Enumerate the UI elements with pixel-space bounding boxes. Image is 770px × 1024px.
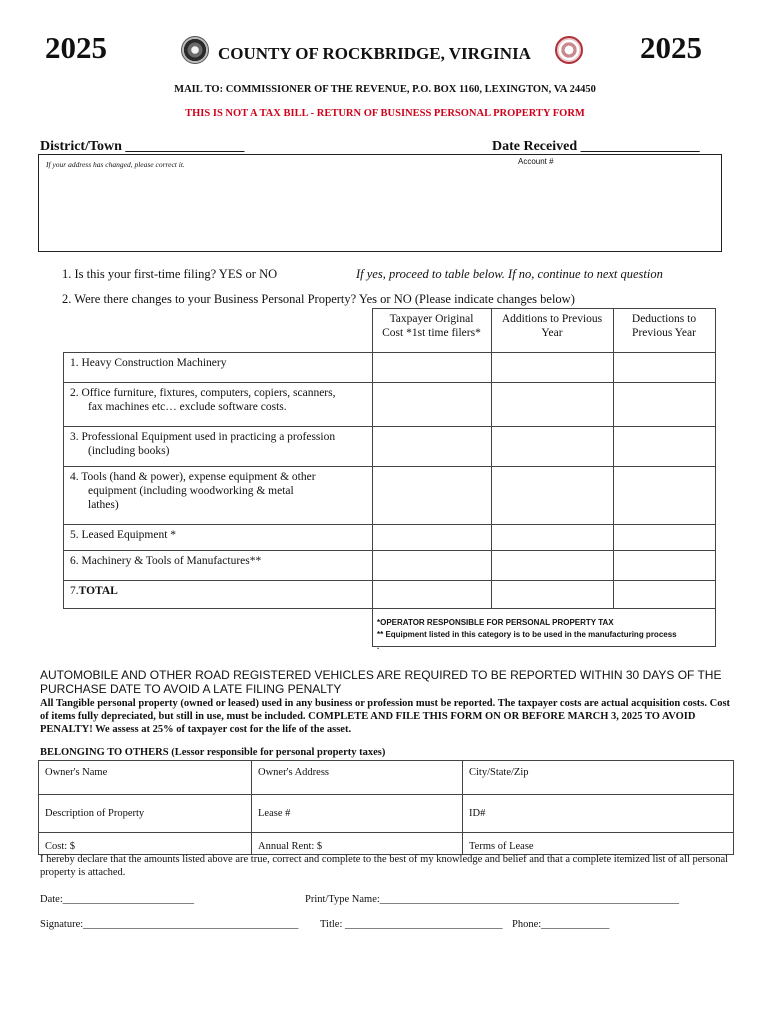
belonging-to-others-heading: BELONGING TO OTHERS (Lessor responsible for personal property taxes) — [40, 747, 386, 758]
print-name-field[interactable]: Print/Type Name:_________________________________________________________ — [305, 894, 680, 905]
deductions-cell[interactable] — [613, 383, 715, 427]
row-label-leased-equipment: 5. Leased Equipment * — [64, 525, 373, 551]
tangible-property-notice: All Tangible personal property (owned or leased) used in any business or profession must be reported. The taxpayer costs are actual acquisition costs. Cost of items fully depreciated, but still in use, must be included. COMPLETE AND FILE THIS FORM ON OR BEFORE MARCH 3, 2025 TO AVOID PENALTY! We assess at 25% of taxpayer cost for the life of the asset. — [40, 698, 731, 735]
signature-field[interactable]: Signature:_________________________________________ — [40, 919, 299, 930]
cost-cell[interactable] — [372, 427, 491, 467]
virginia-seal-icon — [555, 36, 583, 64]
terms-of-lease-field[interactable]: Terms of Lease — [463, 833, 734, 855]
total-deductions-cell[interactable] — [613, 581, 715, 609]
table-row — [64, 383, 716, 427]
column-header-deductions: Deductions to Previous Year — [613, 309, 715, 353]
additions-cell[interactable] — [491, 525, 613, 551]
additions-cell[interactable] — [491, 383, 613, 427]
automobile-notice: AUTOMOBILE AND OTHER ROAD REGISTERED VEHICLES ARE REQUIRED TO BE REPORTED WITHIN 30 DAYS OF THE PURCHASE DATE TO AVOID A LATE FILING PENALTY — [40, 668, 722, 696]
total-additions-cell[interactable] — [491, 581, 613, 609]
year-left: 2025 — [45, 30, 107, 65]
footnote-dot: . — [377, 642, 380, 651]
owner-address-field[interactable]: Owner's Address — [252, 761, 463, 795]
cost-cell[interactable] — [372, 467, 491, 525]
not-tax-bill-notice: THIS IS NOT A TAX BILL - RETURN OF BUSINESS PERSONAL PROPERTY FORM — [185, 108, 585, 119]
lease-number-field[interactable]: Lease # — [252, 795, 463, 833]
date-signature-field[interactable]: Date:_________________________ — [40, 894, 194, 905]
footnote-operator: *OPERATOR RESPONSIBLE FOR PERSONAL PROPERTY TAX — [377, 618, 614, 627]
description-field[interactable]: Description of Property — [39, 795, 252, 833]
cost-field[interactable]: Cost: $ — [39, 833, 252, 855]
owner-name-field[interactable]: Owner's Name — [39, 761, 252, 795]
table-row — [39, 761, 734, 795]
table-row — [64, 353, 716, 383]
table-row — [64, 427, 716, 467]
county-seal-icon — [181, 36, 209, 64]
year-right: 2025 — [640, 30, 702, 65]
district-town-field[interactable]: District/Town _________________ — [40, 139, 245, 154]
additions-cell[interactable] — [491, 353, 613, 383]
question-first-time-filing: 1. Is this your first-time filing? YES or NO — [62, 267, 278, 281]
row-label-office-furniture: 2. Office furniture, fixtures, computers, copiers, scanners, fax machines etc… exclude software costs. — [64, 383, 373, 427]
row-label-professional-equipment: 3. Professional Equipment used in practicing a profession (including books) — [64, 427, 373, 467]
deductions-cell[interactable] — [613, 427, 715, 467]
additions-cell[interactable] — [491, 467, 613, 525]
row-label-tools: 4. Tools (hand & power), expense equipment & other equipment (including woodworking & metal lathes) — [64, 467, 373, 525]
date-received-field[interactable]: Date Received _________________ — [492, 139, 700, 154]
additions-cell[interactable] — [491, 427, 613, 467]
cost-cell[interactable] — [372, 551, 491, 581]
cost-cell[interactable] — [372, 383, 491, 427]
row-label-total: 7.TOTAL — [64, 581, 373, 609]
title-field[interactable]: Title: ______________________________ — [320, 919, 503, 930]
county-title: COUNTY OF ROCKBRIDGE, VIRGINIA — [218, 44, 531, 63]
mail-to-address: MAIL TO: COMMISSIONER OF THE REVENUE, P.O. BOX 1160, LEXINGTON, VA 24450 — [174, 84, 596, 95]
table-row — [39, 795, 734, 833]
city-state-zip-field[interactable]: City/State/Zip — [463, 761, 734, 795]
declaration-text: I hereby declare that the amounts listed above are true, correct and complete to the best of my knowledge and belief and that a complete itemized list of all personal property is attached. — [40, 854, 729, 878]
id-number-field[interactable]: ID# — [463, 795, 734, 833]
account-number-label: Account # — [518, 157, 554, 166]
property-table — [63, 308, 716, 647]
footnote-manufacturing: ** Equipment listed in this category is to be used in the manufacturing process — [377, 630, 677, 639]
total-cost-cell[interactable] — [372, 581, 491, 609]
table-row — [39, 833, 734, 855]
annual-rent-field[interactable]: Annual Rent: $ — [252, 833, 463, 855]
cost-cell[interactable] — [372, 353, 491, 383]
table-row — [64, 525, 716, 551]
cost-cell[interactable] — [372, 525, 491, 551]
column-header-original-cost: Taxpayer Original Cost *1st time filers* — [372, 309, 491, 353]
additions-cell[interactable] — [491, 551, 613, 581]
column-header-additions: Additions to Previous Year — [491, 309, 613, 353]
deductions-cell[interactable] — [613, 525, 715, 551]
table-row — [64, 581, 716, 609]
phone-field[interactable]: Phone:_____________ — [512, 919, 610, 930]
deductions-cell[interactable] — [613, 467, 715, 525]
row-label-heavy-machinery: 1. Heavy Construction Machinery — [64, 353, 373, 383]
table-row — [64, 551, 716, 581]
question-first-time-note: If yes, proceed to table below. If no, continue to next question — [356, 267, 663, 281]
belonging-to-others-table — [38, 760, 734, 855]
table-row — [64, 467, 716, 525]
row-label-machinery-tools: 6. Machinery & Tools of Manufactures** — [64, 551, 373, 581]
address-change-note: If your address has changed, please correct it. — [46, 160, 185, 169]
deductions-cell[interactable] — [613, 353, 715, 383]
footnotes — [377, 617, 677, 653]
deductions-cell[interactable] — [613, 551, 715, 581]
question-changes: 2. Were there changes to your Business Personal Property? Yes or NO (Please indicate changes below) — [62, 292, 575, 306]
